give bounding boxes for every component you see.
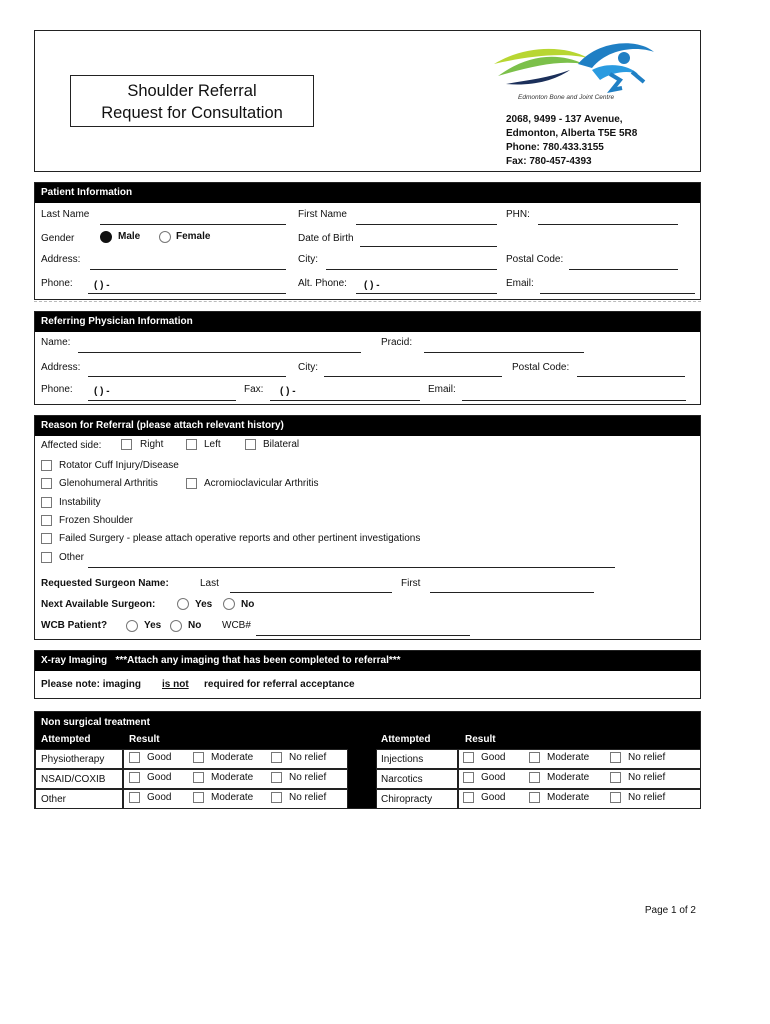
- clinic-address: 2068, 9499 - 137 Avenue, Edmonton, Alberta T5E 5R8 Phone: 780.433.3155 Fax: 780-457-4393: [506, 114, 638, 167]
- good-label: Good: [481, 752, 506, 763]
- right-row-label: Chiropracty: [381, 794, 433, 805]
- physician-phone-label: Phone:: [41, 384, 73, 395]
- physician-email-label: Email:: [428, 384, 456, 395]
- divider: [34, 301, 701, 302]
- moderate-checkbox[interactable]: [193, 752, 204, 763]
- left-row-label: Other: [41, 794, 67, 805]
- right-side-checkbox[interactable]: [121, 439, 132, 450]
- affected-side-label: Affected side:: [41, 440, 102, 451]
- left-side-label: Left: [204, 439, 221, 450]
- attempted-header-left: Attempted: [41, 734, 91, 745]
- right-side-label: Right: [140, 439, 164, 450]
- physician-postal-field[interactable]: [577, 376, 685, 377]
- phn-label: PHN:: [506, 209, 530, 220]
- alt-phone-mask: ( ) -: [364, 280, 380, 291]
- logo-text: Edmonton Bone and Joint Centre: [518, 94, 615, 101]
- patient-phone-field[interactable]: [88, 293, 286, 294]
- first-name-field[interactable]: [356, 224, 497, 225]
- surgeon-first-field[interactable]: [430, 592, 594, 593]
- physician-city-field[interactable]: [324, 376, 502, 377]
- good-label: Good: [481, 772, 506, 783]
- patient-heading: Patient Information: [35, 183, 700, 203]
- next-surgeon-no-label: No: [241, 599, 255, 610]
- good-label: Good: [147, 792, 172, 803]
- female-radio[interactable]: [159, 231, 171, 243]
- no-relief-checkbox[interactable]: [271, 792, 282, 803]
- wcb-patient-label: WCB Patient?: [41, 620, 108, 631]
- left-row-label: Physiotherapy: [41, 754, 105, 765]
- good-checkbox[interactable]: [463, 752, 474, 763]
- patient-city-field[interactable]: [326, 269, 497, 270]
- clinic-logo: [488, 34, 666, 104]
- phn-field[interactable]: [538, 224, 678, 225]
- moderate-checkbox[interactable]: [529, 792, 540, 803]
- physician-city-label: City:: [298, 362, 318, 373]
- result-header-left: Result: [129, 734, 160, 745]
- surgeon-name-label: Requested Surgeon Name:: [41, 578, 169, 589]
- no-relief-checkbox[interactable]: [271, 752, 282, 763]
- xray-note-c: required for referral acceptance: [204, 679, 355, 690]
- patient-phone-mask: ( ) -: [94, 280, 110, 291]
- wcb-number-field[interactable]: [256, 635, 470, 636]
- physician-name-field[interactable]: [78, 352, 361, 353]
- xray-section: [34, 650, 701, 699]
- xray-heading: X-ray Imaging ***Attach any imaging that has been completed to referral***: [35, 651, 700, 671]
- nonsurgical-divider: [348, 712, 378, 808]
- wcb-no-label: No: [188, 620, 202, 631]
- pracid-label: Pracid:: [381, 337, 413, 348]
- xray-note-a: Please note: imaging: [41, 679, 142, 690]
- no-relief-label: No relief: [628, 772, 666, 783]
- next-surgeon-yes-label: Yes: [195, 599, 213, 610]
- moderate-label: Moderate: [211, 792, 254, 803]
- physician-email-field[interactable]: [462, 400, 686, 401]
- frozen-checkbox[interactable]: [41, 515, 52, 526]
- other-checkbox[interactable]: [41, 552, 52, 563]
- no-relief-checkbox[interactable]: [610, 772, 621, 783]
- surgeon-first-label: First: [401, 578, 421, 589]
- moderate-checkbox[interactable]: [193, 792, 204, 803]
- physician-name-label: Name:: [41, 337, 71, 348]
- good-label: Good: [481, 792, 506, 803]
- physician-heading: Referring Physician Information: [35, 312, 700, 332]
- physician-fax-label: Fax:: [244, 384, 264, 395]
- other-field[interactable]: [88, 567, 615, 568]
- dob-field[interactable]: [360, 246, 497, 247]
- left-row-label: NSAID/COXIB: [41, 774, 106, 785]
- male-radio[interactable]: [100, 231, 112, 243]
- moderate-checkbox[interactable]: [193, 772, 204, 783]
- acromio-checkbox[interactable]: [186, 478, 197, 489]
- glenohumeral-checkbox[interactable]: [41, 478, 52, 489]
- last-name-label: Last Name: [41, 209, 90, 220]
- female-label: Female: [176, 231, 211, 242]
- next-surgeon-no-radio[interactable]: [223, 598, 235, 610]
- instability-label: Instability: [59, 497, 101, 508]
- physician-address-label: Address:: [41, 362, 81, 373]
- patient-city-label: City:: [298, 254, 318, 265]
- next-surgeon-label: Next Available Surgeon:: [41, 599, 156, 610]
- no-relief-label: No relief: [289, 772, 327, 783]
- physician-fax-mask: ( ) -: [280, 386, 296, 397]
- patient-address-label: Address:: [41, 254, 81, 265]
- moderate-label: Moderate: [547, 792, 590, 803]
- bilateral-label: Bilateral: [263, 439, 300, 450]
- good-checkbox[interactable]: [129, 792, 140, 803]
- rotator-label: Rotator Cuff Injury/Disease: [59, 460, 179, 471]
- physician-phone-field[interactable]: [88, 400, 236, 401]
- good-checkbox[interactable]: [129, 752, 140, 763]
- instability-checkbox[interactable]: [41, 497, 52, 508]
- nonsurgical-heading: Non surgical treatment: [41, 717, 150, 728]
- no-relief-label: No relief: [289, 752, 327, 763]
- patient-postal-label: Postal Code:: [506, 254, 564, 265]
- right-row-label: Injections: [381, 754, 424, 765]
- acromio-label: Acromioclavicular Arthritis: [204, 478, 319, 489]
- physician-postal-label: Postal Code:: [512, 362, 570, 373]
- physician-section: [34, 311, 701, 405]
- xray-note-b: is not: [162, 679, 189, 690]
- attempted-header-right: Attempted: [381, 734, 431, 745]
- moderate-checkbox[interactable]: [529, 772, 540, 783]
- next-surgeon-yes-radio[interactable]: [177, 598, 189, 610]
- physician-fax-field[interactable]: [270, 400, 420, 401]
- moderate-checkbox[interactable]: [529, 752, 540, 763]
- patient-email-label: Email:: [506, 278, 534, 289]
- no-relief-label: No relief: [628, 752, 666, 763]
- gender-label: Gender: [41, 233, 75, 244]
- left-side-checkbox[interactable]: [186, 439, 197, 450]
- no-relief-checkbox[interactable]: [610, 752, 621, 763]
- dob-label: Date of Birth: [298, 233, 354, 244]
- failed-surgery-label: Failed Surgery - please attach operative reports and other pertinent investigations: [59, 533, 421, 544]
- physician-address-field[interactable]: [88, 376, 286, 377]
- moderate-label: Moderate: [211, 752, 254, 763]
- no-relief-checkbox[interactable]: [271, 772, 282, 783]
- moderate-label: Moderate: [211, 772, 254, 783]
- title-box: [70, 75, 314, 127]
- no-relief-label: No relief: [289, 792, 327, 803]
- wcb-no-radio[interactable]: [170, 620, 182, 632]
- form-subtitle: Request for Consultation: [101, 104, 283, 122]
- surgeon-last-label: Last: [200, 578, 219, 589]
- patient-email-field[interactable]: [540, 293, 695, 294]
- good-checkbox[interactable]: [463, 772, 474, 783]
- moderate-label: Moderate: [547, 772, 590, 783]
- alt-phone-label: Alt. Phone:: [298, 278, 347, 289]
- bilateral-checkbox[interactable]: [245, 439, 256, 450]
- right-row-label: Narcotics: [381, 774, 423, 785]
- first-name-label: First Name: [298, 209, 347, 220]
- no-relief-label: No relief: [628, 792, 666, 803]
- pracid-field[interactable]: [424, 352, 584, 353]
- good-label: Good: [147, 772, 172, 783]
- moderate-label: Moderate: [547, 752, 590, 763]
- frozen-label: Frozen Shoulder: [59, 515, 133, 526]
- form-title: Shoulder Referral: [127, 82, 257, 100]
- glenohumeral-label: Glenohumeral Arthritis: [59, 478, 158, 489]
- patient-phone-label: Phone:: [41, 278, 73, 289]
- wcb-yes-radio[interactable]: [126, 620, 138, 632]
- no-relief-checkbox[interactable]: [610, 792, 621, 803]
- failed-surgery-checkbox[interactable]: [41, 533, 52, 544]
- physician-phone-mask: ( ) -: [94, 386, 110, 397]
- patient-postal-field[interactable]: [569, 269, 678, 270]
- patient-address-field[interactable]: [90, 269, 286, 270]
- good-checkbox[interactable]: [129, 772, 140, 783]
- alt-phone-field[interactable]: [356, 293, 497, 294]
- surgeon-last-field[interactable]: [230, 592, 392, 593]
- last-name-field[interactable]: [100, 224, 286, 225]
- male-label: Male: [118, 231, 141, 242]
- good-checkbox[interactable]: [463, 792, 474, 803]
- wcb-yes-label: Yes: [144, 620, 162, 631]
- good-label: Good: [147, 752, 172, 763]
- other-label: Other: [59, 552, 85, 563]
- page-number: Page 1 of 2: [644, 905, 696, 916]
- wcb-number-label: WCB#: [222, 620, 251, 631]
- rotator-checkbox[interactable]: [41, 460, 52, 471]
- result-header-right: Result: [465, 734, 496, 745]
- referral-heading: Reason for Referral (please attach relevant history): [35, 416, 700, 436]
